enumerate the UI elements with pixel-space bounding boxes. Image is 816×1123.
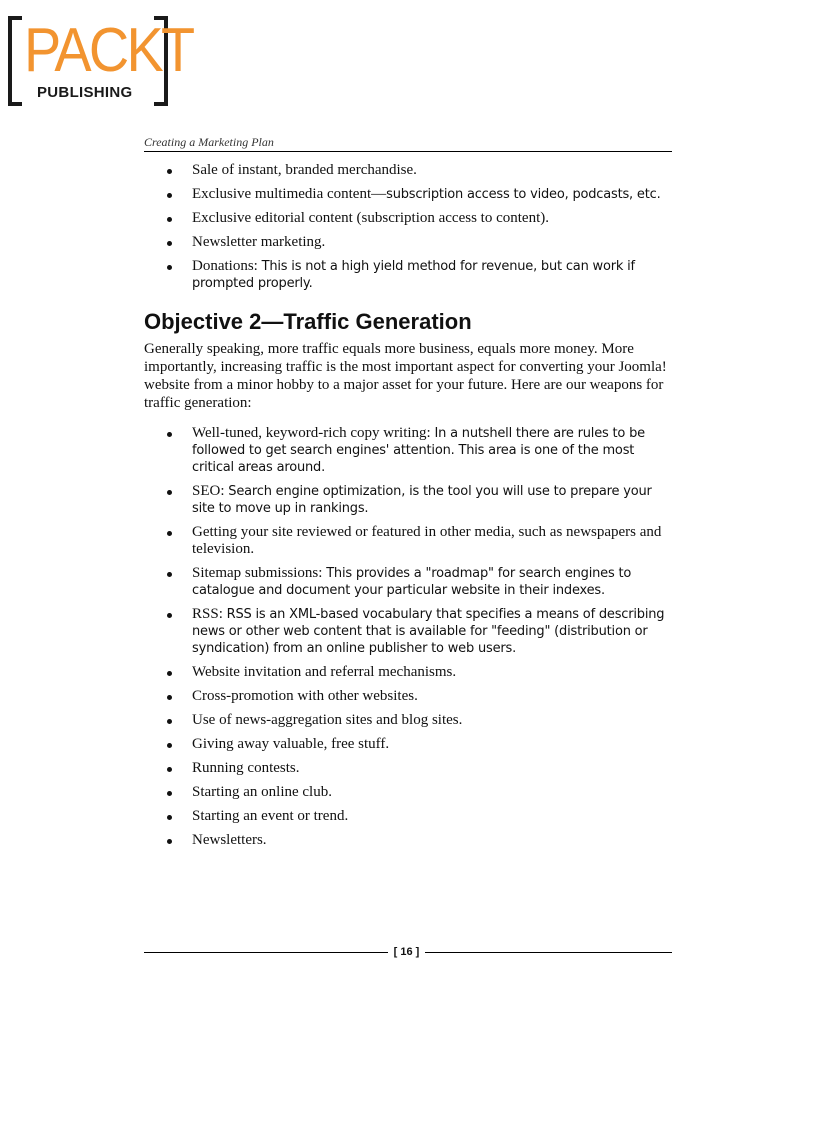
bullet-emphasis-text: Search engine optimization, is the tool you will use to prepare your site to move up in rankings.: [192, 484, 652, 516]
bullet-text: Running contests.: [192, 760, 300, 776]
bullet-icon: [167, 613, 172, 618]
bullet-item: [144, 712, 672, 729]
bullet-icon: [167, 432, 172, 437]
bullet-item: [144, 565, 672, 599]
bullet-text: Newsletter marketing.: [192, 234, 326, 250]
bullet-emphasis-text: RSS is an XML-based vocabulary that specifies a means of describing news or other web content that is available for "feeding" (distribution or syndication) from an online publisher to web users.: [192, 607, 665, 656]
publisher-logo: [6, 14, 193, 106]
footer-rule-left: [144, 952, 388, 953]
traffic-bullet-list: [144, 425, 672, 849]
bullet-text: Sale of instant, branded merchandise.: [192, 162, 417, 178]
bullet-icon: [167, 839, 172, 844]
bullet-item: [144, 186, 672, 203]
bullet-text: SEO:: [192, 483, 229, 499]
bullet-item: [144, 606, 672, 657]
bullet-icon: [167, 815, 172, 820]
bullet-item: [144, 210, 672, 227]
bullet-item: [144, 808, 672, 825]
bullet-emphasis-text: subscription access to video, podcasts, etc.: [386, 187, 661, 202]
bullet-emphasis-text: This provides a "roadmap" for search engines to catalogue and document your particular website in their indexes.: [192, 566, 632, 598]
bullet-icon: [167, 490, 172, 495]
bullet-text: Starting an event or trend.: [192, 808, 349, 824]
bullet-icon: [167, 169, 172, 174]
bullet-item: [144, 425, 672, 476]
bullet-text: RSS:: [192, 606, 227, 622]
bullet-text: Exclusive editorial content (subscription access to content).: [192, 210, 549, 226]
bullet-item: [144, 760, 672, 777]
bullet-icon: [167, 193, 172, 198]
running-head: Creating a Marketing Plan: [144, 135, 672, 152]
bullet-item: [144, 234, 672, 251]
logo-left-bracket: [8, 16, 22, 106]
bullet-item: [144, 736, 672, 753]
bullet-text: Exclusive multimedia content—: [192, 186, 387, 202]
page-number: [ 16 ]: [393, 946, 420, 958]
bullet-item: [144, 832, 672, 849]
bullet-icon: [167, 767, 172, 772]
bullet-item: [144, 784, 672, 801]
bullet-text: Giving away valuable, free stuff.: [192, 736, 390, 752]
bullet-icon: [167, 671, 172, 676]
bullet-text: Use of news-aggregation sites and blog sites.: [192, 712, 463, 728]
bullet-text: Well-tuned, keyword-rich copy writing:: [192, 425, 435, 441]
section-heading: Objective 2—Traffic Generation: [144, 309, 472, 334]
bullet-text: Getting your site reviewed or featured in other media, such as newspapers and television.: [192, 524, 662, 557]
bullet-icon: [167, 217, 172, 222]
intro-paragraph: Generally speaking, more traffic equals more business, equals more money. More importantly, increasing traffic is the most important aspect for converting your Joomla! website from a minor hobby to a major asset for your future. Here are our weapons for traffic generation:: [144, 341, 667, 411]
bullet-icon: [167, 241, 172, 246]
bullet-item: [144, 483, 672, 517]
page-footer: [144, 944, 672, 960]
page-body: [144, 162, 672, 856]
bullet-text: Starting an online club.: [192, 784, 332, 800]
bullet-text: Website invitation and referral mechanisms.: [192, 664, 457, 680]
bullet-item: [144, 688, 672, 705]
logo-wordmark: PACKT: [24, 16, 193, 85]
logo-subtitle: PUBLISHING: [34, 85, 136, 101]
bullet-icon: [167, 719, 172, 724]
bullet-icon: [167, 572, 172, 577]
bullet-item: [144, 664, 672, 681]
bullet-icon: [167, 265, 172, 270]
bullet-icon: [167, 743, 172, 748]
bullet-item: [144, 162, 672, 179]
bullet-icon: [167, 695, 172, 700]
bullet-emphasis-text: In a nutshell there are rules to be followed to get search engines' attention. This area is one of the most critical areas around.: [192, 426, 645, 475]
bullet-text: Sitemap submissions:: [192, 565, 327, 581]
bullet-icon: [167, 791, 172, 796]
bullet-text: Donations:: [192, 258, 262, 274]
bullet-item: [144, 258, 672, 292]
bullet-text: Newsletters.: [192, 832, 267, 848]
bullet-icon: [167, 531, 172, 536]
bullet-emphasis-text: This is not a high yield method for revenue, but can work if prompted properly.: [192, 259, 635, 291]
bullet-text: Cross-promotion with other websites.: [192, 688, 418, 704]
footer-rule-right: [425, 952, 672, 953]
revenue-bullet-list: [144, 162, 672, 292]
bullet-item: [144, 524, 672, 558]
